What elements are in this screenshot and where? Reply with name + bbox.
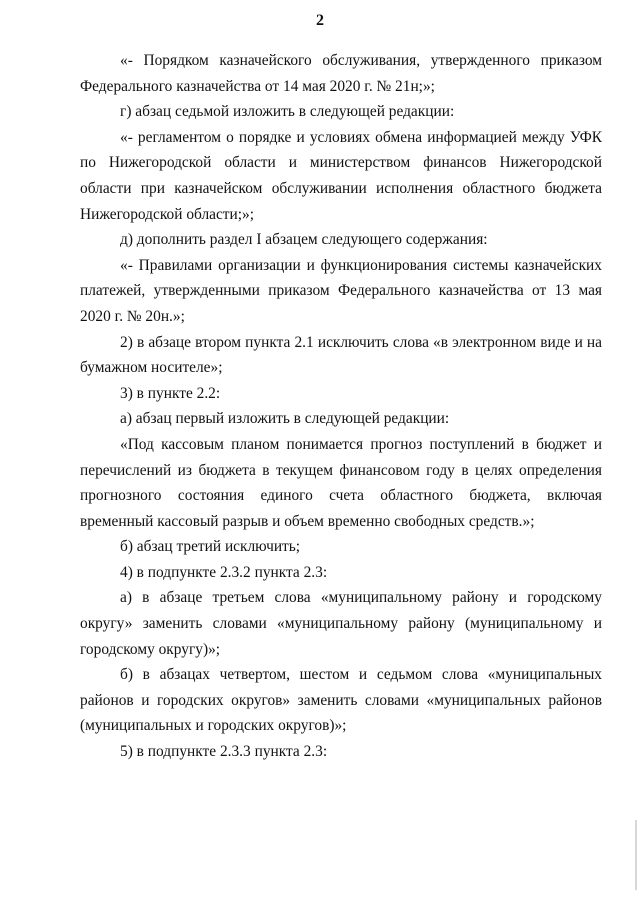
paragraph-12: а) в абзаце третьем слова «муниципальному району и городскому округу» заменить словами «муниципальному району (муниципальному и городскому округу)»; bbox=[80, 589, 602, 658]
paragraph-7: 3) в пункте 2.2: bbox=[120, 384, 221, 402]
document-body bbox=[80, 48, 602, 765]
paragraph-14: 5) в подпункте 2.3.3 пункта 2.3: bbox=[120, 743, 328, 761]
paragraph-6: 2) в абзаце втором пункта 2.1 исключить слова «в электронном виде и на бумажном носителе»; bbox=[80, 333, 602, 377]
scan-edge-mark bbox=[635, 820, 637, 890]
paragraph-10: б) абзац третий исключить; bbox=[120, 538, 301, 556]
paragraph-2: г) абзац седьмой изложить в следующей редакции: bbox=[120, 103, 455, 121]
paragraph-8: а) абзац первый изложить в следующей редакции: bbox=[120, 410, 450, 428]
paragraph-1: «- Порядком казначейского обслуживания, утвержденного приказом Федерального казначейства от 14 мая 2020 г. № 21н;»; bbox=[80, 52, 602, 95]
paragraph-13: б) в абзацах четвертом, шестом и седьмом слова «муниципальных районов и городских округов» заменить словами «муниципальных районов (муниципальных и городских округов)»; bbox=[80, 666, 602, 735]
paragraph-3: «- регламентом о порядке и условиях обмена информацией между УФК по Нижегородской области и министерством финансов Нижегородской области при казначейском обслуживании исполнения областного бюджета Нижегородской области;»; bbox=[80, 128, 602, 223]
paragraph-5: «- Правилами организации и функционирования системы казначейских платежей, утвержденными приказом Федерального казначейства от 13 мая 2020 г. № 20н.»; bbox=[80, 256, 602, 325]
paragraph-11: 4) в подпункте 2.3.2 пункта 2.3: bbox=[120, 563, 328, 581]
paragraph-9: «Под кассовым планом понимается прогноз поступлений в бюджет и перечислений из бюджета в текущем финансовом году в целях определения прогнозного состояния единого счета областного бюджета, включая временный кассовый разрыв и объем временно свободных средств.»; bbox=[80, 435, 602, 530]
page-number: 2 bbox=[316, 12, 324, 29]
paragraph-4: д) дополнить раздел I абзацем следующего содержания: bbox=[120, 231, 488, 249]
